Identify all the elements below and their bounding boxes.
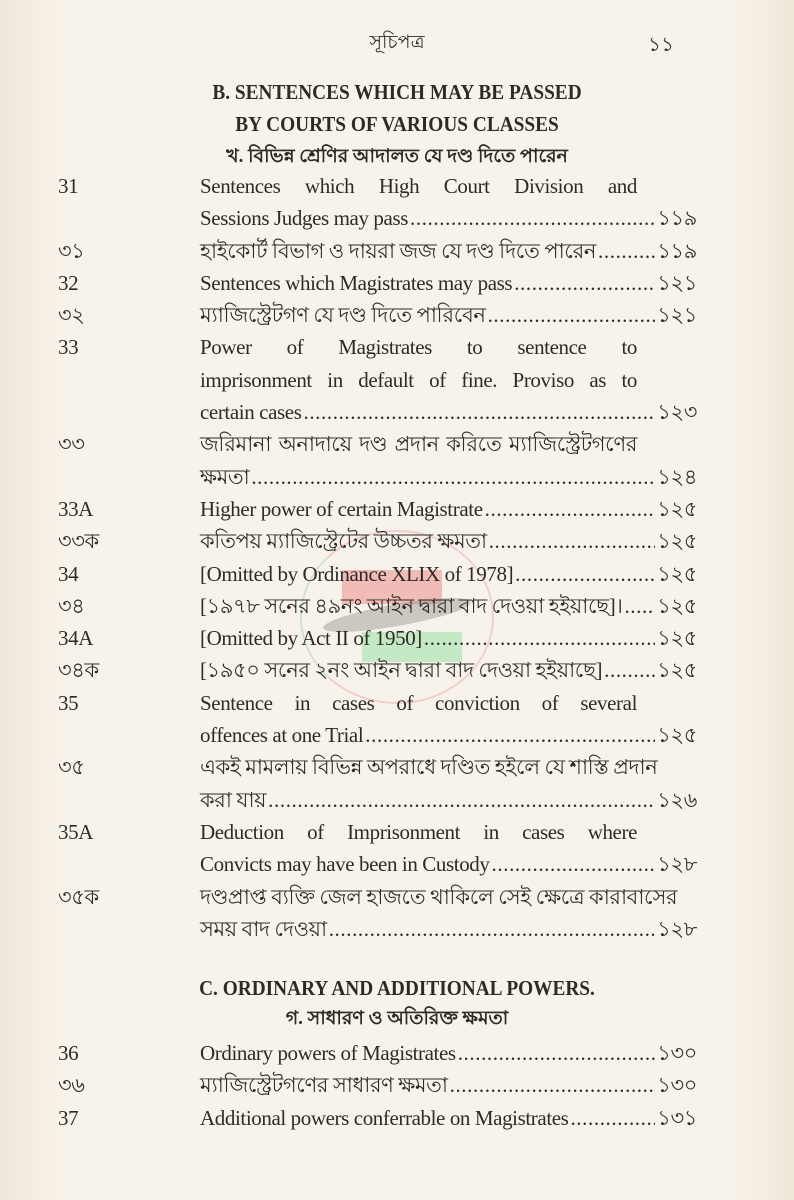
toc-entry-row bbox=[0, 816, 794, 848]
entry-page-number: ১২৪ bbox=[657, 464, 697, 489]
dot-leader bbox=[485, 493, 656, 525]
entry-page-number: ১২১ bbox=[657, 270, 697, 295]
toc-entry-row bbox=[0, 848, 794, 880]
dot-leader bbox=[488, 299, 656, 331]
entry-page-number: ১২৫ bbox=[657, 496, 697, 521]
dot-leader bbox=[410, 202, 655, 234]
toc-entry-row bbox=[0, 913, 794, 945]
entry-title-line bbox=[200, 1037, 697, 1069]
running-title: সূচিপত্র bbox=[369, 32, 425, 53]
toc-entry-row bbox=[0, 428, 794, 460]
toc-entry-row bbox=[0, 654, 794, 686]
toc-entry-row bbox=[0, 299, 794, 331]
toc-entry-row bbox=[0, 364, 794, 396]
entry-title-text: [১৯৭৮ সনের ৪৯নং আইন দ্বারা বাদ দেওয়া হইয়াছে]। bbox=[200, 593, 623, 618]
page-number: ১১ bbox=[648, 34, 674, 56]
toc-entry-row bbox=[0, 751, 794, 783]
dot-leader bbox=[268, 784, 655, 816]
section-c-heading: C. ORDINARY AND ADDITIONAL POWERS. bbox=[199, 976, 595, 1000]
entry-title-line bbox=[200, 202, 697, 234]
entry-page-number: ১১৯ bbox=[657, 238, 697, 263]
entry-title-line: দণ্ডপ্রাপ্ত ব্যক্তি জেল হাজতে থাকিলে সেই ক্ষেত্রে কারাবাসের bbox=[200, 884, 678, 909]
dot-leader bbox=[458, 1037, 656, 1069]
dot-leader bbox=[424, 622, 655, 654]
entry-title-text: ম্যাজিস্ট্রেটগণ যে দণ্ড দিতে পারিবেন bbox=[200, 303, 486, 328]
entry-title-text: [Omitted by Act II of 1950] bbox=[200, 626, 422, 651]
entry-page-number: ১২৫ bbox=[657, 593, 697, 618]
entry-title-line bbox=[200, 493, 697, 525]
entry-title-line bbox=[200, 784, 697, 816]
entry-title-line bbox=[200, 267, 697, 299]
toc-entry-row bbox=[0, 1037, 794, 1069]
entry-page-number: ১২৫ bbox=[657, 561, 697, 586]
entry-title-line bbox=[200, 848, 697, 880]
entry-title-text: Sentences which Magistrates may pass bbox=[200, 270, 513, 295]
entry-title-text: ক্ষমতা bbox=[200, 464, 250, 489]
entry-title-line bbox=[200, 1069, 697, 1101]
entry-page-number: ১২৮ bbox=[657, 916, 697, 941]
dot-leader bbox=[251, 461, 655, 493]
dot-leader bbox=[598, 235, 655, 267]
section-number: ৩৩ bbox=[58, 432, 85, 457]
entry-title-text: করা যায় bbox=[200, 787, 267, 812]
entry-title-line: imprisonment in default of fine. Proviso as to bbox=[200, 367, 637, 392]
entry-page-number: ১২৫ bbox=[657, 626, 697, 651]
section-number: ৩৫ bbox=[58, 755, 85, 780]
entry-title-text: [১৯৫০ সনের ২নং আইন দ্বারা বাদ দেওয়া হইয়াছে] bbox=[200, 658, 603, 683]
dot-leader bbox=[492, 848, 656, 880]
entry-title-line: জরিমানা অনাদায়ে দণ্ড প্রদান করিতে ম্যাজিস্ট্রেটগণের bbox=[200, 432, 637, 457]
section-number: 31 bbox=[58, 174, 79, 198]
entry-title-line bbox=[200, 235, 697, 267]
entry-title-line bbox=[200, 299, 697, 331]
entry-title-line bbox=[200, 558, 697, 590]
entry-title-line bbox=[200, 525, 697, 557]
entry-title-text: ম্যাজিস্ট্রেটগণের সাধারণ ক্ষমতা bbox=[200, 1073, 448, 1098]
dot-leader bbox=[329, 913, 656, 945]
dot-leader bbox=[570, 1102, 655, 1134]
entry-title-line: Sentences which High Court Division and bbox=[200, 174, 637, 198]
section-number: ৩৪ক bbox=[58, 658, 99, 683]
entry-page-number: ১৩০ bbox=[657, 1073, 697, 1098]
entry-title-text: সময় বাদ দেওয়া bbox=[200, 916, 327, 941]
entry-title-text: Higher power of certain Magistrate bbox=[200, 496, 483, 521]
toc-entry-row bbox=[0, 235, 794, 267]
toc-entry-row bbox=[0, 202, 794, 234]
entry-title-line bbox=[200, 913, 697, 945]
section-number: 36 bbox=[58, 1041, 79, 1065]
section-number: ৩৩ক bbox=[58, 529, 99, 554]
entry-title-text: হাইকোর্ট বিভাগ ও দায়রা জজ যে দণ্ড দিতে পারেন bbox=[200, 238, 597, 263]
entry-page-number: ১৩১ bbox=[657, 1105, 697, 1130]
toc-entry-row bbox=[0, 687, 794, 719]
entry-page-number: ১২৫ bbox=[657, 529, 697, 554]
toc-entry-row bbox=[0, 1102, 794, 1134]
toc-entry-row bbox=[0, 493, 794, 525]
section-number: 35 bbox=[58, 690, 79, 715]
section-c-subheading: গ. সাধারণ ও অতিরিক্ত ক্ষমতা bbox=[285, 1008, 509, 1029]
toc-entry-row bbox=[0, 881, 794, 913]
entry-title-line: Power of Magistrates to sentence to bbox=[200, 335, 637, 360]
entry-title-line bbox=[200, 590, 697, 622]
section-number: ৩২ bbox=[58, 303, 85, 328]
dot-leader bbox=[489, 525, 656, 557]
entry-title-text: Ordinary powers of Magistrates bbox=[200, 1041, 456, 1065]
dot-leader bbox=[365, 719, 655, 751]
section-b-heading-line-2: BY COURTS OF VARIOUS CLASSES bbox=[235, 112, 559, 136]
toc-entry-row bbox=[0, 622, 794, 654]
entry-title-line bbox=[200, 654, 697, 686]
section-number: 32 bbox=[58, 270, 79, 295]
toc-entry-row bbox=[0, 590, 794, 622]
toc-entry-row bbox=[0, 267, 794, 299]
dot-leader bbox=[514, 267, 655, 299]
section-c-entries bbox=[0, 1037, 794, 1134]
entry-title-text: Convicts may have been in Custody bbox=[200, 852, 490, 877]
section-number: 34 bbox=[58, 561, 79, 586]
section-number: ৩৫ক bbox=[58, 884, 99, 909]
toc-entry-row bbox=[0, 331, 794, 363]
entry-page-number: ১২১ bbox=[657, 303, 697, 328]
section-number: 37 bbox=[58, 1105, 79, 1130]
toc-entry-row bbox=[0, 525, 794, 557]
entry-page-number: ১২৫ bbox=[657, 723, 697, 748]
dot-leader bbox=[303, 396, 655, 428]
entry-title-line bbox=[200, 719, 697, 751]
dot-leader bbox=[450, 1069, 656, 1101]
entry-page-number: ১২৩ bbox=[657, 400, 697, 425]
toc-entry-row bbox=[0, 719, 794, 751]
entry-page-number: ১৩০ bbox=[657, 1041, 697, 1065]
entry-title-line: Deduction of Imprisonment in cases where bbox=[200, 819, 637, 844]
toc-entry-row bbox=[0, 784, 794, 816]
entry-title-text: certain cases bbox=[200, 400, 302, 425]
entry-title-text: [Omitted by Ordinance XLIX of 1978] bbox=[200, 561, 514, 586]
section-b-subheading: খ. বিভিন্ন শ্রেণির আদালত যে দণ্ড দিতে পারেন bbox=[226, 146, 568, 167]
section-number: 33 bbox=[58, 335, 79, 360]
section-number: ৩৪ bbox=[58, 593, 85, 618]
entry-page-number: ১২৮ bbox=[657, 852, 697, 877]
toc-entry-row bbox=[0, 558, 794, 590]
entry-page-number: ১১৯ bbox=[657, 206, 697, 231]
section-number: 35A bbox=[58, 819, 93, 844]
entry-title-line bbox=[200, 1102, 697, 1134]
toc-entry-row bbox=[0, 396, 794, 428]
entry-title-line: একই মামলায় বিভিন্ন অপরাধে দণ্ডিত হইলে যে শাস্তি প্রদান bbox=[200, 755, 658, 780]
toc-entry-row bbox=[0, 1069, 794, 1101]
entry-title-text: offences at one Trial bbox=[200, 723, 364, 748]
section-b-entries bbox=[0, 170, 794, 945]
entry-title-line: Sentence in cases of conviction of several bbox=[200, 690, 637, 715]
section-number: 33A bbox=[58, 496, 93, 521]
dot-leader bbox=[515, 558, 655, 590]
section-number: ৩১ bbox=[58, 238, 85, 263]
toc-entry-row bbox=[0, 170, 794, 202]
entry-title-text: Additional powers conferrable on Magistrates bbox=[200, 1105, 569, 1130]
entry-page-number: ১২৬ bbox=[657, 787, 697, 812]
entry-title-text: কতিপয় ম্যাজিস্ট্রেটের উচ্চতর ক্ষমতা bbox=[200, 529, 487, 554]
entry-title-line bbox=[200, 461, 697, 493]
entry-title-line bbox=[200, 622, 697, 654]
section-number: ৩৬ bbox=[58, 1073, 85, 1098]
entry-title-text: Sessions Judges may pass bbox=[200, 206, 408, 231]
section-b-heading-line-1: B. SENTENCES WHICH MAY BE PASSED bbox=[212, 80, 582, 104]
section-number: 34A bbox=[58, 626, 93, 651]
entry-page-number: ১২৫ bbox=[657, 658, 697, 683]
dot-leader bbox=[604, 654, 655, 686]
dot-leader bbox=[624, 590, 655, 622]
entry-title-line bbox=[200, 396, 697, 428]
toc-entry-row bbox=[0, 461, 794, 493]
